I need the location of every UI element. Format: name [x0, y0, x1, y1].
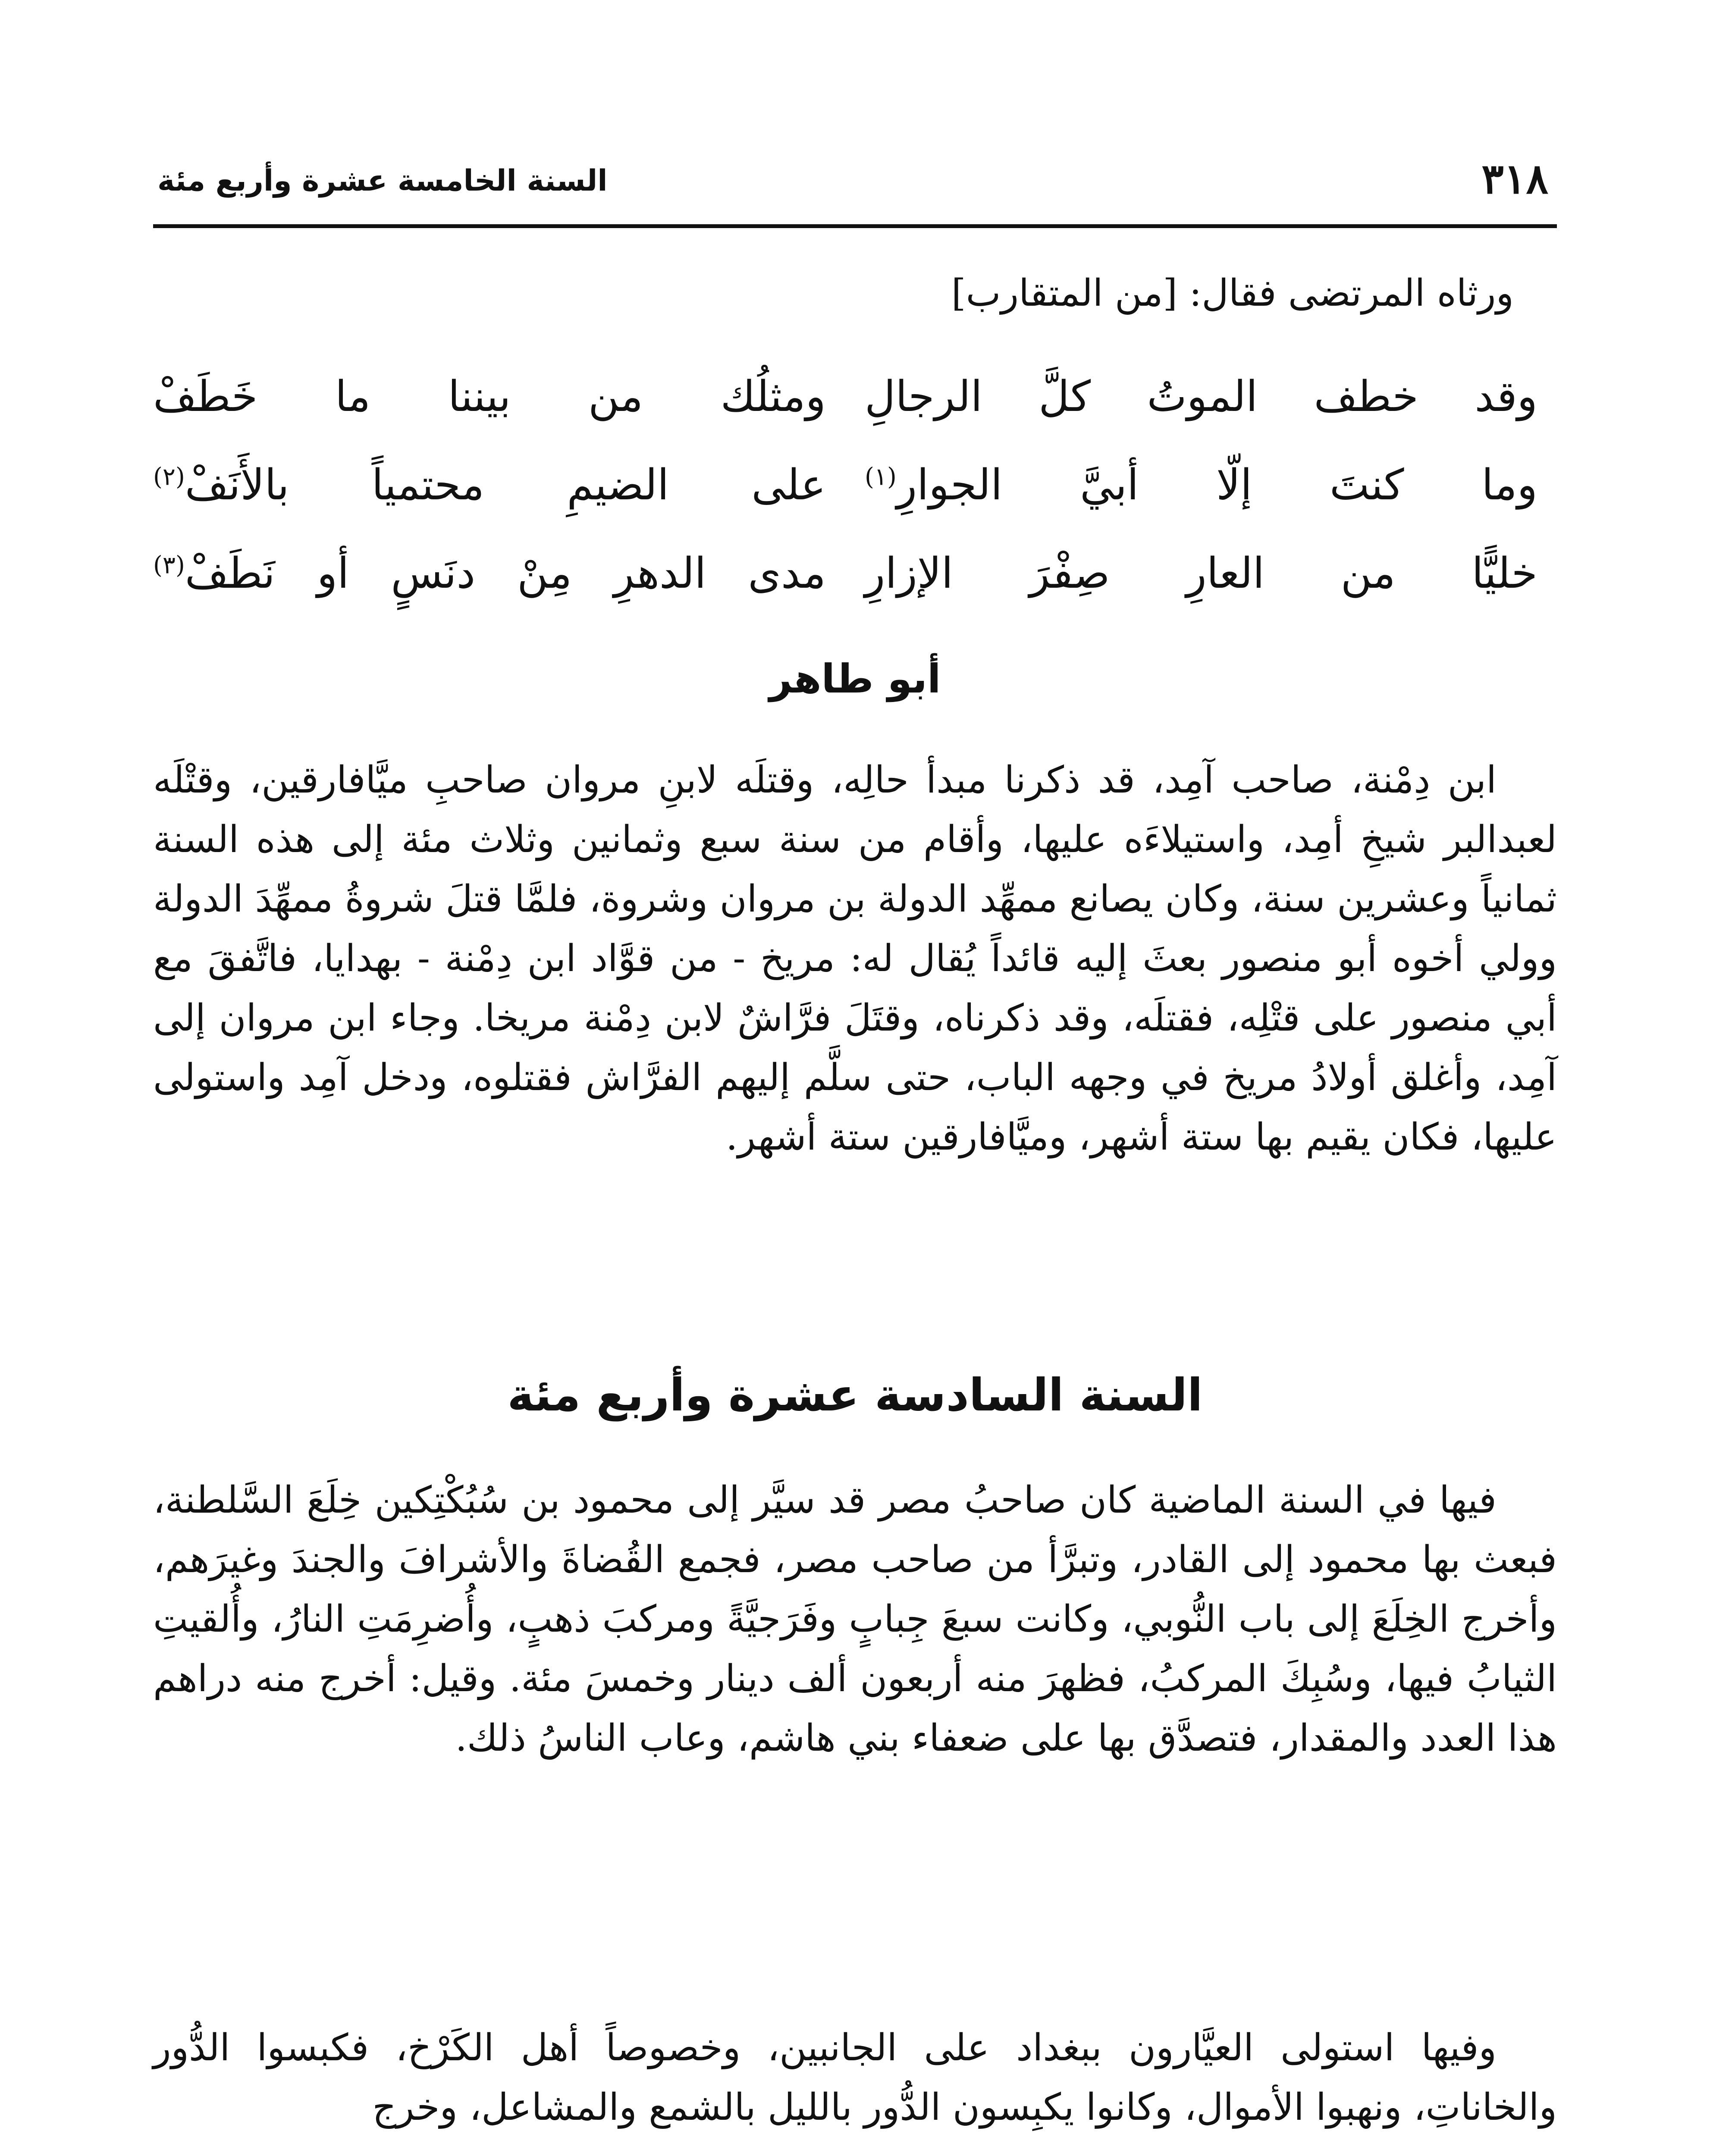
verse-second-hemistich — [153, 446, 826, 524]
running-header — [153, 147, 1557, 211]
section-heading-abu-tahir: أبو طاهر — [769, 656, 941, 702]
verse-second-hemistich — [153, 358, 826, 436]
verse — [153, 446, 1537, 535]
verse-first-hemistich — [865, 446, 1537, 524]
poem-intro: ورثاه المرتضى فقال: [من المتقارب] — [951, 272, 1514, 315]
footnote-marker: (١) — [865, 463, 897, 491]
hemistich-text: مدى الدهرِ مِنْ دنَسٍ أو نَطَفْ — [185, 549, 826, 598]
paragraph-ayyarun: وفيها استولى العيَّارون ببغداد على الجانبين، وخصوصاً أهل الكَرْخ، فكبسوا الدُّور والخاناتِ، ونهبوا الأموال، وكانوا يكبِسون الدُّور بالليل بالشمع والمشاعل، وخرج — [153, 2026, 1557, 2129]
verse — [153, 535, 1537, 623]
paragraph-khila: فيها في السنة الماضية كان صاحبُ مصر قد سيَّر إلى محمود بن سُبُكْتِكين خِلَعَ السَّلطنة، فبعث بها محمود إلى القادر، وتبرَّأ من صاحب مصر، فجمع القُضاةَ والأشرافَ والجندَ وغيرَهم، وأخرج الخِلَعَ إلى باب النُّوبي، وكانت سبعَ جِبابٍ وفَرَجيَّةً ومركبَ ذهبٍ، وأُضرِمَتِ النارُ، وأُلقيتِ الثيابُ فيها، وسُبِكَ المركبُ، فظهرَ منه أربعون ألف دينار وخمسَ مئة. وقيل: أخرج منه دراهم هذا العدد والمقدار، فتصدَّق بها على ضعفاء بني هاشم، وعاب الناسُ ذلك. — [153, 1479, 1557, 1760]
header-rule — [153, 224, 1557, 228]
hemistich-text: خليًّا من العارِ صِفْرَ الإزارِ — [865, 549, 1537, 598]
section-heading-year-416: السنة السادسة عشرة وأربع مئة — [507, 1369, 1203, 1421]
poem — [153, 358, 1537, 623]
paragraph-abu-tahir: ابن دِمْنة، صاحب آمِد، قد ذكرنا مبدأ حالِه، وقتلَه لابنِ مروان صاحبِ ميَّافارقين، وقتْلَه لعبدالبر شيخِ أمِد، واستيلاءَه عليها، وأقام من سنة سبع وثمانين وثلاث مئة إلى هذه السنة ثمانياً وعشرين سنة، وكان يصانع ممهِّد الدولة بن مروان وشروة، فلمَّا قتلَ شروةُ ممهِّدَ الدولة وولي أخوه أبو منصور بعثَ إليه قائداً يُقال له: مريخ - من قوَّاد ابن دِمْنة - بهدايا، فاتَّفقَ مع أبي منصور على قتْلِه، فقتلَه، وقد ذكرناه، وقتَلَ فرَّاشٌ لابن دِمْنة مريخا. وجاء ابن مروان إلى آمِد، وأغلق أولادُ مريخ في وجهه الباب، حتى سلَّم إليهم الفرَّاش فقتلوه، ودخل آمِد واستولى عليها، فكان يقيم بها ستة أشهر، وميَّافارقين ستة أشهر. — [153, 758, 1557, 1159]
footnote-marker: (٣) — [153, 551, 185, 580]
verse-first-hemistich — [865, 358, 1537, 436]
running-title: السنة الخامسة عشرة وأربع مئة — [157, 164, 608, 198]
verse-first-hemistich — [865, 535, 1537, 612]
hemistich-text: وقد خطف الموتُ كلَّ الرجالِ — [865, 372, 1537, 421]
hemistich-text: وما كنتَ إلّا أبيَّ الجوارِ — [896, 461, 1537, 510]
verse — [153, 358, 1537, 446]
page-number: ٣١٨ — [1481, 154, 1548, 203]
footnote-marker: (٢) — [153, 463, 185, 491]
hemistich-text: على الضيمِ محتمياً بالأَنَفْ — [185, 461, 826, 510]
verse-second-hemistich — [153, 535, 826, 612]
hemistich-text: ومثلُك من بيننا ما خَطَفْ — [153, 372, 826, 421]
